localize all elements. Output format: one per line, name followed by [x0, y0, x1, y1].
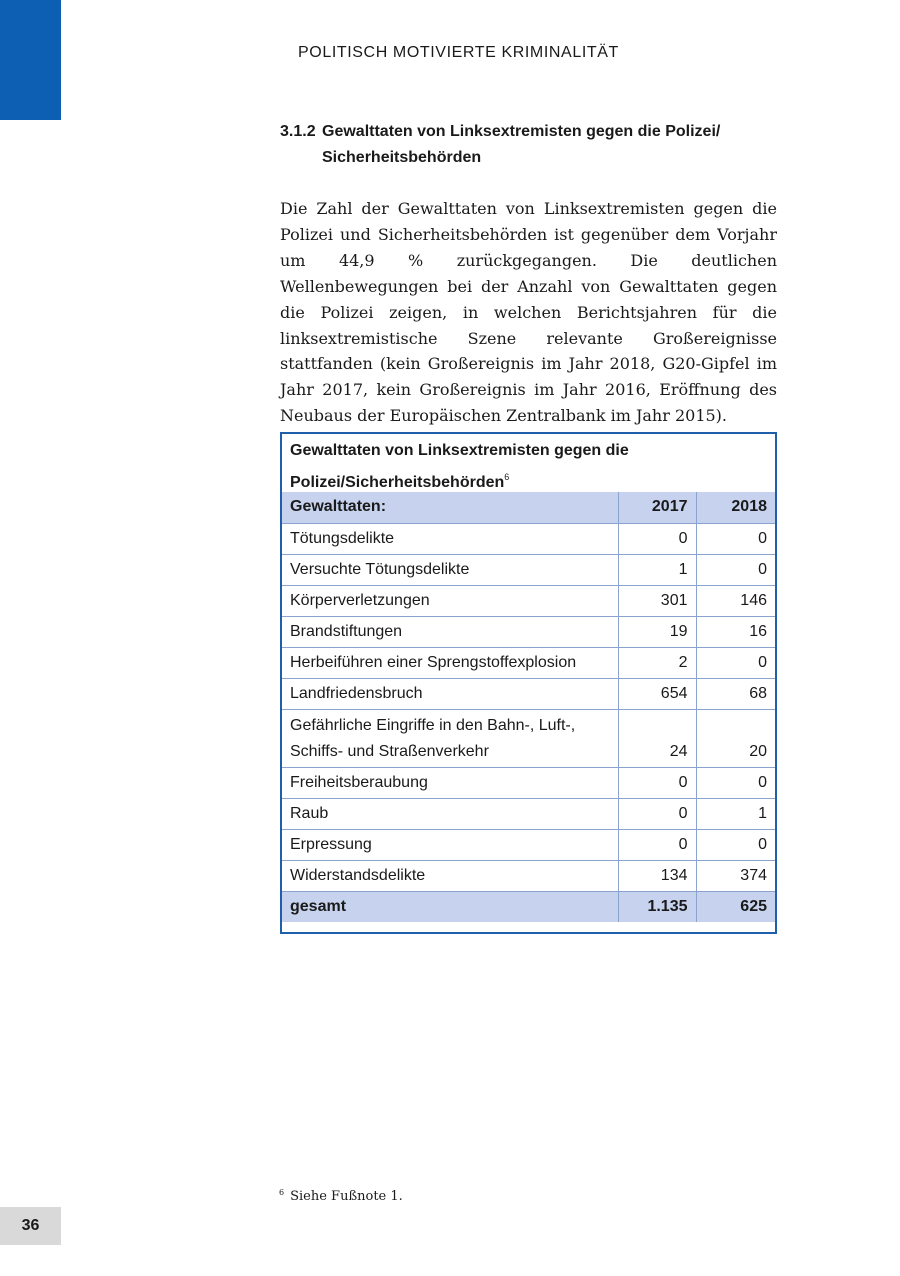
page-number: 36	[0, 1207, 61, 1245]
row-value-2017: 0	[618, 523, 696, 554]
row-value-2018: 374	[696, 860, 775, 891]
row-value-2017: 0	[618, 767, 696, 798]
row-label: Widerstandsdelikte	[282, 860, 618, 891]
row-value-2018: 0	[696, 523, 775, 554]
footnote-mark: 6	[279, 1188, 285, 1197]
section-number: 3.1.2	[280, 123, 316, 140]
row-label	[282, 709, 618, 767]
violence-statistics-table	[280, 432, 777, 934]
row-value-2017: 0	[618, 829, 696, 860]
header-year-2018: 2018	[696, 492, 775, 523]
row-value-2018: 0	[696, 767, 775, 798]
footnote	[279, 1188, 403, 1204]
body-paragraph: Die Zahl der Gewalttaten von Linksextremisten gegen die Polizei und Sicherheitsbehörden ist gegenüber dem Vorjahr um 44,9 % zurückgegangen. Die deutlichen Wellenbewegungen bei der Anzahl von Gewalttaten gegen die Polizei zeigen, in welchen Berichtsjahren für die linksextremistische Szene relevante Großereignisse stattfanden (kein Großereignis im Jahr 2018, G20-Gipfel im Jahr 2017, kein Großereignis im Jahr 2016, Eröffnung des Neubaus der Europäischen Zentralbank im Jahr 2015).	[280, 199, 777, 426]
row-value-2017: 1	[618, 554, 696, 585]
running-head: POLITISCH MOTIVIERTE KRIMINALITÄT	[298, 44, 619, 61]
table-row	[282, 616, 775, 647]
table-title-line2: Polizei/Sicherheitsbehörden	[290, 474, 505, 491]
total-label: gesamt	[282, 891, 618, 922]
table-header-row	[282, 492, 775, 523]
table-row	[282, 709, 775, 767]
table-row	[282, 767, 775, 798]
total-value-2018: 625	[696, 891, 775, 922]
header-label: Gewalttaten:	[282, 492, 618, 523]
row-label-line2: Schiffs- und Straßenverkehr	[290, 742, 489, 760]
table-row	[282, 523, 775, 554]
total-value-2017: 1.135	[618, 891, 696, 922]
row-label: Versuchte Tötungsdelikte	[282, 554, 618, 585]
table-row	[282, 678, 775, 709]
row-value-2017: 0	[618, 798, 696, 829]
row-label: Körperverletzungen	[282, 585, 618, 616]
row-value-2017: 301	[618, 585, 696, 616]
data-table	[282, 492, 775, 922]
row-label: Freiheitsberaubung	[282, 767, 618, 798]
row-value-2018: 0	[696, 829, 775, 860]
row-label: Brandstiftungen	[282, 616, 618, 647]
row-value-2017: 654	[618, 678, 696, 709]
table-row	[282, 798, 775, 829]
chapter-color-tab	[0, 0, 61, 120]
row-value-2018: 68	[696, 678, 775, 709]
row-value-2018: 0	[696, 554, 775, 585]
table-title-footnote-mark: 6	[504, 472, 510, 482]
row-value-2018: 20	[696, 709, 775, 767]
table-row	[282, 829, 775, 860]
row-label: Raub	[282, 798, 618, 829]
row-value-2017: 134	[618, 860, 696, 891]
section-title-line2: Sicherheitsbehörden	[322, 149, 482, 166]
section-title	[322, 119, 780, 171]
section-title-line1: Gewalttaten von Linksextremisten gegen die Polizei/	[322, 123, 721, 140]
row-value-2017: 19	[618, 616, 696, 647]
footnote-text: Siehe Fußnote 1.	[290, 1189, 403, 1204]
table-row	[282, 554, 775, 585]
header-year-2017: 2017	[618, 492, 696, 523]
row-value-2017: 24	[618, 709, 696, 767]
row-label: Erpressung	[282, 829, 618, 860]
table-row	[282, 585, 775, 616]
row-value-2017: 2	[618, 647, 696, 678]
row-label-line1: Gefährliche Eingriffe in den Bahn-, Luft-,	[290, 716, 576, 734]
row-label: Landfriedensbruch	[282, 678, 618, 709]
table-title	[282, 434, 775, 492]
table-row	[282, 647, 775, 678]
table-row	[282, 860, 775, 891]
table-total-row	[282, 891, 775, 922]
section-heading	[280, 119, 780, 171]
row-value-2018: 0	[696, 647, 775, 678]
row-label: Tötungsdelikte	[282, 523, 618, 554]
row-label: Herbeiführen einer Sprengstoffexplosion	[282, 647, 618, 678]
row-value-2018: 1	[696, 798, 775, 829]
row-value-2018: 16	[696, 616, 775, 647]
table-title-line1: Gewalttaten von Linksextremisten gegen die	[290, 442, 629, 459]
row-value-2018: 146	[696, 585, 775, 616]
